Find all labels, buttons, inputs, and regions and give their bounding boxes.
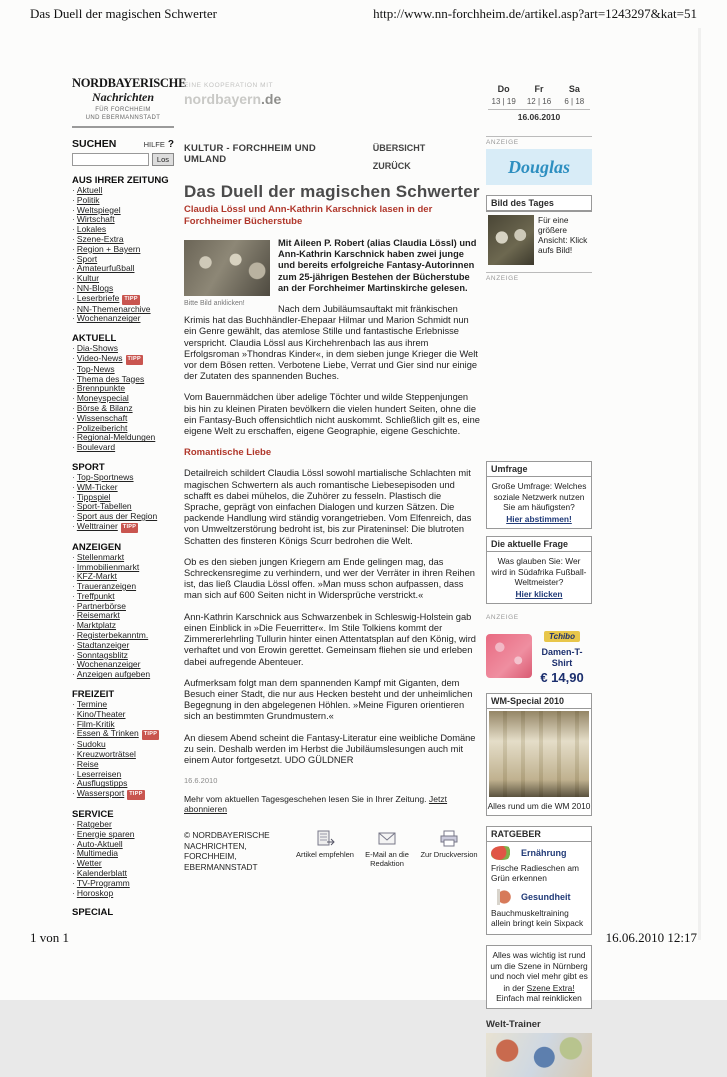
logo-divider: [72, 126, 174, 128]
recommend-icon: [315, 830, 335, 847]
sidebar-item-kultur[interactable]: · Kultur: [72, 273, 100, 284]
sidebar-item-sonntagsblitz[interactable]: · Sonntagsblitz: [72, 649, 128, 660]
sidebar-item-moneyspecial[interactable]: · Moneyspecial: [72, 393, 129, 404]
article-paragraph: Detailreich schildert Claudia Lössl sowohl martialische Schlachten mit magischen Schwertern als auch romantische Liebesepisoden und schafft es dabei mühelos, die Zuhörer zu fesseln. Plastisch die Sprache, geprägt von einfachen Dialogen und kurzen Sätzen. Die packende Handlung wird ständig vorangetrieben. Vom Elfenreich, das von Umweltzerstörung bedroht ist, bis zur Pirateninsel: Die blutroten Schatten des finsteren Königs Scurr bedrohen die Welt.: [184, 468, 472, 546]
aktuelle-frage-title: Die aktuelle Frage: [487, 537, 591, 552]
sidebar-item-sport[interactable]: · Sport: [72, 253, 98, 264]
weather-day: Fr: [534, 84, 544, 94]
search-go-button[interactable]: Los: [152, 153, 174, 166]
ernaehrung-icon: [491, 846, 513, 860]
sidebar-item-anzeigen-aufgeben[interactable]: · Anzeigen aufgeben: [72, 669, 151, 680]
site-content: [72, 76, 592, 1030]
logo-line3: FÜR FORCHHEIM: [95, 107, 151, 113]
sidebar-item-wirtschaft[interactable]: · Wirtschaft: [72, 214, 115, 225]
print-datetime: 16.06.2010 12:17: [605, 930, 697, 945]
tchibo-logo: Tchibo: [544, 631, 580, 642]
copyright-notice: © NORDBAYERISCHE NACHRICHTEN, FORCHHEIM, EBERMANNSTADT: [184, 830, 270, 872]
gesundheit-icon: [491, 889, 513, 905]
tipp-badge: TIPP: [142, 730, 159, 740]
email-icon: [377, 830, 397, 847]
umfrage-vote-link[interactable]: Hier abstimmen!: [506, 513, 572, 524]
aktuelle-frage-box: [486, 536, 592, 604]
divider: [486, 136, 592, 137]
sidebar-item-wm-ticker[interactable]: · WM-Ticker: [72, 481, 118, 492]
weather-date: 16.06.2010: [517, 112, 561, 122]
cooperation-brand[interactable]: [184, 82, 281, 107]
szene-extra-box: [486, 945, 592, 1009]
sidebar-section-title: AKTUELL: [72, 333, 117, 345]
search-label: SUCHEN: [72, 138, 117, 150]
sidebar-item-tv-programm[interactable]: · TV-Programm: [72, 877, 130, 888]
sidebar-item-essen-trinken[interactable]: · Essen & Trinken TIPP: [72, 728, 158, 739]
sidebar-item-lokales[interactable]: · Lokales: [72, 224, 107, 235]
help-link[interactable]: HILFE: [143, 140, 165, 149]
sidebar-item-kreuzworträtsel[interactable]: · Kreuzworträtsel: [72, 749, 136, 760]
subscribe-link[interactable]: Jetzt abonnieren: [184, 794, 448, 815]
anzeige-label: ANZEIGE: [486, 614, 519, 621]
more-news-text: Mehr vom aktuellen Tagesgeschehen lesen Sie in Ihrer Zeitung.: [184, 794, 427, 805]
print-header-title: Das Duell der magischen Schwerter: [30, 6, 217, 21]
sidebar-item-kino-theater[interactable]: · Kino/Theater: [72, 708, 126, 719]
sidebar-item-kalenderblatt[interactable]: · Kalenderblatt: [72, 868, 127, 879]
right-sidebar: [486, 76, 592, 1077]
sidebar-item-termine[interactable]: · Termine: [72, 699, 108, 710]
sidebar-section-title: ANZEIGEN: [72, 541, 122, 553]
tshirt-image: [486, 634, 532, 678]
tipp-badge: TIPP: [122, 295, 139, 305]
sidebar-item-nn-blogs[interactable]: · NN-Blogs: [72, 282, 114, 293]
douglas-logo: Douglas: [507, 156, 570, 177]
weather-widget: [486, 76, 592, 122]
sidebar-item-kfz-markt[interactable]: · KFZ-Markt: [72, 571, 117, 582]
sidebar-item-leserbriefe[interactable]: · Leserbriefe TIPP: [72, 292, 138, 303]
sidebar-item-video-news[interactable]: · Video-News TIPP: [72, 352, 141, 363]
bild-des-tages-text: Für eine größere Ansicht: Klick aufs Bild!: [538, 215, 588, 255]
sidebar-item-wochenanzeiger[interactable]: · Wochenanzeiger: [72, 313, 141, 324]
sidebar-item-nn-themenarchive[interactable]: · NN-Themenarchive: [72, 303, 151, 314]
print-header-url: http://www.nn-forchheim.de/artikel.asp?art=1243297&kat=51: [373, 6, 697, 21]
back-link[interactable]: ZURÜCK: [372, 161, 411, 171]
sidebar-item-weltspiegel[interactable]: · Weltspiegel: [72, 204, 121, 215]
article-body: [184, 238, 480, 766]
welt-trainer-image[interactable]: [486, 1033, 592, 1077]
printer-icon: [439, 830, 459, 847]
weather-day: Sa: [568, 84, 580, 94]
sidebar-item-regional-meldungen[interactable]: · Regional-Meldungen: [72, 432, 156, 443]
gesundheit-teaser[interactable]: Bauchmuskeltraining allein bringt kein Sixpack: [491, 908, 584, 928]
sidebar-item-wissenschaft[interactable]: · Wissenschaft: [72, 412, 128, 423]
sidebar-item-traueranzeigen[interactable]: · Traueranzeigen: [72, 581, 137, 592]
aktuelle-frage-text: Was glauben Sie: Wer wird in Südafrika Fußball-Weltmeister?: [491, 556, 587, 587]
print-footer: [30, 930, 697, 946]
sidebar-item-dia-shows[interactable]: · Dia-Shows: [72, 343, 118, 354]
article-paragraph: An diesem Abend scheint die Fantasy-Literatur eine weibliche Domäne zu sein. Deshalb werden im Herbst die Jubiläumslesungen auch mit einem Autor fortgesetzt. UDO GÜLDNER: [184, 732, 476, 765]
tchibo-ad[interactable]: [486, 624, 592, 687]
ratgeber-title: RATGEBER: [487, 827, 591, 842]
tchibo-product: Damen-T-Shirt: [541, 647, 583, 668]
sidebar-item-region-bayern[interactable]: · Region + Bayern: [72, 243, 141, 254]
anzeige-label: ANZEIGE: [486, 275, 519, 282]
aktuelle-frage-link[interactable]: Hier klicken: [515, 588, 563, 599]
print-page-number: 1 von 1: [30, 930, 69, 945]
ernaehrung-link[interactable]: Ernährung: [521, 848, 567, 858]
article-paragraph: Nach dem Jubiläumsauftakt mit fränkischen Krimis hat das Buchhändler-Ehepaar Hilmar und Marion Schmidt nun ein Genre gewählt, das atemlose Stille und fantastische Erlebnisse verspricht. Claudia Lössl aus Kirchehrenbach las aus ihrem Erfolgsroman »Thondras Kinder«, in dem sieben junge Krieger die Welt vor dem Bösen retten. Verbotene Liebe, Verrat und Gier sind nur einige der Zutaten des spannenden Buches.: [184, 304, 478, 382]
coop-label: EINE KOOPERATION MIT: [184, 82, 274, 89]
welt-trainer-title: Welt-Trainer: [486, 1018, 541, 1030]
nordbayern-logo: nordbayern.de: [184, 91, 282, 107]
article-photo[interactable]: [184, 240, 270, 296]
bild-des-tages-image[interactable]: [488, 215, 534, 265]
scan-artifact: [698, 28, 701, 940]
szene-extra-link[interactable]: Szene Extra!: [526, 982, 575, 993]
article-paragraph: Ann-Kathrin Karschnick aus Schwarzenbek in Schleswig-Holstein gab einen Einblick in »Die Feuerritter«. Im Stile Tolkiens kommt der Zimmererlehrling Tullurin hinter einen Attentatsplan auf den König, wird verhaftet und von Erowin gerettet. Gemeinsam fliehen sie und erleben dabei aufregende Abenteuer.: [184, 611, 476, 667]
wm-special-caption[interactable]: Alles rund um die WM 2010: [487, 801, 591, 811]
sidebar-item-reise[interactable]: · Reise: [72, 758, 99, 769]
email-redaktion-button[interactable]: E-Mail an die Redaktion: [356, 830, 418, 872]
weather-temp: 12 | 16: [526, 97, 552, 106]
article-subheading: Romantische Liebe: [184, 447, 272, 459]
ernaehrung-teaser[interactable]: Frische Radieschen am Grün erkennen: [491, 863, 579, 883]
sidebar-item-auto-aktuell[interactable]: · Auto-Aktuell: [72, 838, 123, 849]
tipp-badge: TIPP: [126, 355, 143, 365]
sidebar-item-stadtanzeiger[interactable]: · Stadtanzeiger: [72, 639, 130, 650]
bild-des-tages-title: Bild des Tages: [487, 196, 591, 211]
tipp-badge: TIPP: [121, 523, 138, 533]
sidebar-item-brennpunkte[interactable]: · Brennpunkte: [72, 383, 126, 394]
sidebar-item-polizeibericht[interactable]: · Polizeibericht: [72, 422, 128, 433]
sidebar-item-börse-bilanz[interactable]: · Börse & Bilanz: [72, 402, 133, 413]
article-paragraph: Vom Bauernmädchen über adelige Töchter und wilde Steppenjungen bis hin zu kleinen Piraten bevölkern die vielen hundert Seiten, ohne die ein Fantasy-Buch offensichtlich nicht auskommt. Schließlich gilt es, eine eigene Welt zu erschaffen, eigene Geographie, eigene Geschichte.: [184, 392, 480, 437]
sidebar-item-amateurfußball[interactable]: · Amateurfußball: [72, 263, 135, 274]
sidebar-item-reisemarkt[interactable]: · Reisemarkt: [72, 610, 120, 621]
article-subtitle: Claudia Lössl und Ann-Kathrin Karschnick lasen in der Forchheimer Bücherstube: [184, 204, 433, 227]
overview-link[interactable]: ÜBERSICHT: [372, 143, 426, 153]
article-date: 16.6.2010: [184, 776, 218, 786]
weather-temp: 6 | 18: [564, 97, 585, 106]
sidebar-section-title: SERVICE: [72, 809, 114, 821]
logo-line2: Nachrichten: [91, 90, 154, 104]
sidebar-item-stellenmarkt[interactable]: · Stellenmarkt: [72, 551, 125, 562]
sidebar-item-horoskop[interactable]: · Horoskop: [72, 887, 114, 898]
sidebar-item-aktuell[interactable]: · Aktuell: [72, 185, 103, 195]
sidebar-item-boulevard[interactable]: · Boulevard: [72, 442, 116, 453]
article-column: [184, 138, 480, 872]
tipp-badge: TIPP: [127, 790, 144, 800]
sidebar-item-wassersport[interactable]: · Wassersport TIPP: [72, 788, 143, 799]
sidebar-section-title: FREIZEIT: [72, 689, 115, 701]
article-headline: Das Duell der magischen Schwerter: [184, 182, 480, 201]
sidebar-section-title: AUS IHRER ZEITUNG: [72, 175, 169, 186]
sidebar-item-welttrainer[interactable]: · Welttrainer TIPP: [72, 520, 137, 531]
logo-line4: UND EBERMANNSTADT: [85, 115, 161, 121]
weather-temp: 13 | 19: [491, 97, 516, 106]
sidebar-section-title: SPORT: [72, 461, 105, 473]
sidebar-item-top-sportnews[interactable]: · Top-Sportnews: [72, 471, 134, 482]
print-header: [30, 6, 697, 22]
sidebar-item-wochenanzeiger[interactable]: · Wochenanzeiger: [72, 659, 141, 670]
tchibo-price: € 14,90: [540, 670, 584, 685]
wm-special-box: [486, 693, 592, 816]
sidebar-item-multimedia[interactable]: · Multimedia: [72, 848, 118, 859]
article-photo-caption: Bitte Bild anklicken!: [184, 300, 245, 307]
sidebar-item-registerbekanntm-[interactable]: · Registerbekanntm.: [72, 630, 149, 641]
sidebar-item-leserreisen[interactable]: · Leserreisen: [72, 768, 122, 779]
wm-special-title: WM-Special 2010: [487, 694, 591, 709]
sidebar-item-marktplatz[interactable]: · Marktplatz: [72, 620, 117, 631]
sidebar-nav: [72, 175, 174, 918]
wm-special-image[interactable]: [489, 711, 589, 797]
sidebar-item-top-news[interactable]: · Top-News: [72, 363, 115, 374]
szene-text: Alles was wichtig ist rund um die Szene in Nürnberg und noch viel mehr gibt es in der: [490, 950, 588, 993]
sidebar-item-sport-aus-der-region[interactable]: · Sport aus der Region: [72, 511, 158, 522]
search-input[interactable]: [72, 153, 149, 166]
sidebar-item-tippspiel[interactable]: · Tippspiel: [72, 491, 111, 502]
umfrage-text: Große Umfrage: Welches soziale Netzwerk nutzen Sie am häufigsten?: [491, 481, 587, 512]
umfrage-box: [486, 461, 592, 529]
breadcrumb: KULTUR - FORCHHEIM UND UMLAND: [184, 143, 316, 165]
sidebar-item-sport-tabellen[interactable]: · Sport-Tabellen: [72, 501, 132, 512]
help-question-icon[interactable]: ?: [167, 139, 174, 150]
sidebar-item-ratgeber[interactable]: · Ratgeber: [72, 819, 112, 830]
szene-text-after: Einfach mal reinklicken: [496, 993, 582, 1003]
article-lead: Mit Aileen P. Robert (alias Claudia Lössl) und Ann-Kathrin Karschnick haben zwei junge und bereits erfolgreiche Fantasy-Autorinnen zum 25-jährigen Bestehen der Bücherstube an der Forchheimer Martinskirche gelesen.: [278, 238, 477, 293]
sidebar-item-immobilienmarkt[interactable]: · Immobilienmarkt: [72, 561, 140, 572]
sidebar-section-title: SPECIAL: [72, 907, 114, 919]
sidebar-item-ausflugstipps[interactable]: · Ausflugstipps: [72, 778, 128, 789]
sidebar-item-politik[interactable]: · Politik: [72, 194, 100, 205]
sidebar-item-wetter[interactable]: · Wetter: [72, 858, 102, 869]
sidebar-item-sudoku[interactable]: · Sudoku: [72, 739, 106, 750]
weather-day: Do: [497, 84, 510, 94]
recommend-article-button[interactable]: Artikel empfehlen: [294, 830, 356, 872]
sidebar-item-energie-sparen[interactable]: · Energie sparen: [72, 828, 135, 839]
left-sidebar: [72, 138, 174, 918]
bild-des-tages-box: [486, 195, 592, 212]
article-paragraph: Aufmerksam folgt man dem spannenden Kampf mit Giganten, dem Besuch einer Stadt, die nur aus Hecken besteht und der unheimlichen Begegnung in den abgelegenen Höhlen. »Meine Figuren orientieren sich an bestimmten Grundmustern.«: [184, 677, 473, 722]
logo-line1: NORDBAYERISCHE: [72, 76, 187, 90]
douglas-ad[interactable]: [486, 149, 592, 185]
nn-logo[interactable]: [72, 76, 187, 121]
sidebar-item-treffpunkt[interactable]: · Treffpunkt: [72, 590, 115, 601]
umfrage-title: Umfrage: [487, 462, 591, 477]
ratgeber-box: [486, 826, 592, 935]
print-version-button[interactable]: Zur Druckversion: [418, 830, 480, 872]
sidebar-item-film-kritik[interactable]: · Film-Kritik: [72, 718, 115, 729]
sidebar-item-thema-des-tages[interactable]: · Thema des Tages: [72, 373, 145, 384]
article-paragraph: Ob es den sieben jungen Kriegern am Ende gelingen mag, das Schreckensregime zu verhindern, und wer der Verräter in ihren Reihen ist, das ließ Claudia Lössl offen. »Man muss schon aufpassen, dass man sich auf 600 Seiten nicht in Widersprüche verstrickt.«: [184, 556, 475, 601]
sidebar-item-partnerbörse[interactable]: · Partnerbörse: [72, 600, 126, 611]
gesundheit-link[interactable]: Gesundheit: [521, 892, 571, 902]
divider: [486, 272, 592, 273]
sidebar-item-szene-extra[interactable]: · Szene-Extra: [72, 233, 124, 244]
anzeige-label: ANZEIGE: [486, 139, 519, 146]
